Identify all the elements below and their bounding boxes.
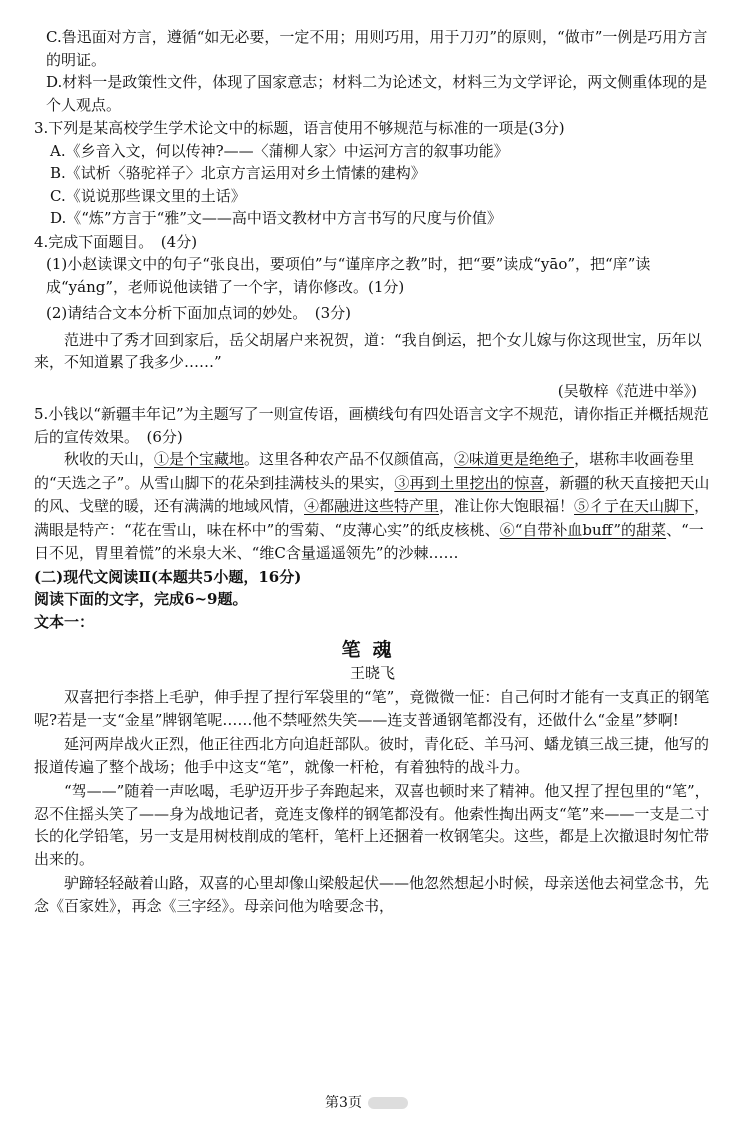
q5-text-2: 。这里各种农产品不仅颜值高， xyxy=(244,450,455,468)
question-5-stem: 5.小钱以“新疆丰年记”为主题写了一则宣传语，画横线句有四处语言文字不规范，请你指正并概括规范后的宣传效果。 (6分) xyxy=(34,405,709,446)
question-3-stem: 3.下列是某高校学生学术论文中的标题，语言使用不够规范与标准的一项是(3分) xyxy=(34,119,565,137)
page-number: 第3页 xyxy=(325,1095,362,1111)
question-3-option-d: D.《“炼”方言于“雅”文——高中语文教材中方言书写的尺度与价值》 xyxy=(50,209,502,227)
q5-text-7: 、“一日不见，胃里着慌”的米泉大米、“维C含量遥遥领先”的沙棘…… xyxy=(34,520,704,562)
story-paragraph-4: 驴蹄轻轻敲着山路，双喜的心里却像山梁般起伏——他忽然想起小时候，母亲送他去祠堂念书，先念《百家姓》，再念《三字经》。母亲问他为啥要念书， xyxy=(34,874,710,915)
blurred-mark xyxy=(368,1097,408,1109)
q5-underline-1: ①是个宝藏地 xyxy=(154,450,245,468)
question-4-sub1: (1)小赵读课文中的句子“张良出，要项伯”与“谨庠序之教”时，把“要”读成“yāo”，把“庠”读成“yáng”，老师说他读错了一个字，请你修改。(1分) xyxy=(46,255,651,296)
story-paragraph-1: 双喜把行李搭上毛驴，伸手捏了捏行军袋里的“笔”，竟微微一怔：自己何时才能有一支真正的钢笔呢?若是一支“金星”牌钢笔呢……他不禁哑然失笑——连支普通钢笔都没有，还做什么“金星”梦啊! xyxy=(34,688,710,729)
q5-text-5: ，准让你大饱眼福！ xyxy=(439,497,575,515)
story-author: 王晓飞 xyxy=(349,663,395,682)
question-4-sub2: (2)请结合文本分析下面加点词的妙处。 (3分) xyxy=(46,304,351,322)
q5-underline-2: ②味道更是绝绝子 xyxy=(454,450,575,468)
question-4-quote: 范进中了秀才回到家后，岳父胡屠户来祝贺，道：“我自倒运，把个女儿嫁与你这现世宝，历年以来，不知道累了我多少……” xyxy=(34,330,702,371)
option-d-prev: D.材料一是政策性文件，体现了国家意志；材料二为论述文，材料三为文学评论，两文侧重体现的是个人观点。 xyxy=(46,73,708,114)
section-2-heading: (二)现代文阅读Ⅱ(本题共5小题，16分) xyxy=(34,567,302,586)
question-4-source: (吴敬梓《范进中举》) xyxy=(557,381,697,400)
question-5-passage xyxy=(34,448,711,566)
page-footer xyxy=(0,1092,733,1112)
text-1-label: 文本一： xyxy=(34,612,95,631)
q5-underline-5: ⑤彳亍在天山脚下 xyxy=(574,497,695,515)
question-3-option-c: C.《说说那些课文里的土话》 xyxy=(50,186,246,205)
q5-text-4: ，新疆的秋天直接把天山的风、戈壁的暖，还有满满的地域风情， xyxy=(34,473,710,515)
story-title: 笔魂 xyxy=(341,639,404,661)
q5-text-1: 秋收的天山， xyxy=(64,450,155,468)
instruction: 阅读下面的文字，完成6~9题。 xyxy=(34,590,248,608)
question-3-option-b: B.《试析〈骆驼祥子〉北京方言运用对乡土情愫的建构》 xyxy=(50,164,426,182)
story-paragraph-2: 延河两岸战火正烈，他正往西北方向追赶部队。彼时，青化砭、羊马河、蟠龙镇三战三捷，他写的报道传遍了整个战场；他手中这支“笔”，就像一杆枪，有着独特的战斗力。 xyxy=(34,735,710,776)
q5-underline-3: ③再到土里挖出的惊喜 xyxy=(394,473,545,492)
question-3-option-a: A.《乡音入文，何以传神?——〈蒲柳人家〉中运河方言的叙事功能》 xyxy=(50,141,509,160)
q5-text-6: ，满眼是特产：“花在雪山，味在杯中”的雪菊、“皮薄心实”的纸皮核桃、 xyxy=(34,497,710,539)
question-4-stem: 4.完成下面题目。 (4分) xyxy=(34,232,198,251)
q5-underline-6: ⑥“自带补血buff”的甜菜 xyxy=(499,520,667,539)
q5-underline-4: ④都融进这些特产里 xyxy=(304,497,440,515)
q5-text-3: ，堪称丰收画卷里的“天选之子”。从雪山脚下的花朵到挂满枝头的果实， xyxy=(34,450,695,492)
option-c-prev: C.鲁迅面对方言，遵循“如无必要，一定不用；用则巧用，用于刀刃”的原则，“做市”一例是巧用方言的明证。 xyxy=(46,28,708,69)
story-paragraph-3: “驾——”随着一声吆喝，毛驴迈开步子奔跑起来，双喜也顿时来了精神。他又捏了捏包里的“笔”，忍不住摇头笑了——身为战地记者，竟连支像样的钢笔都没有。他索性掏出两支“笔”来——一支是二寸长的化学铅笔，另一支是用树枝削成的笔杆，笔杆上还捆着一枚钢笔尖。这些，都是上次撤退时匆忙带出来的。 xyxy=(34,782,710,868)
